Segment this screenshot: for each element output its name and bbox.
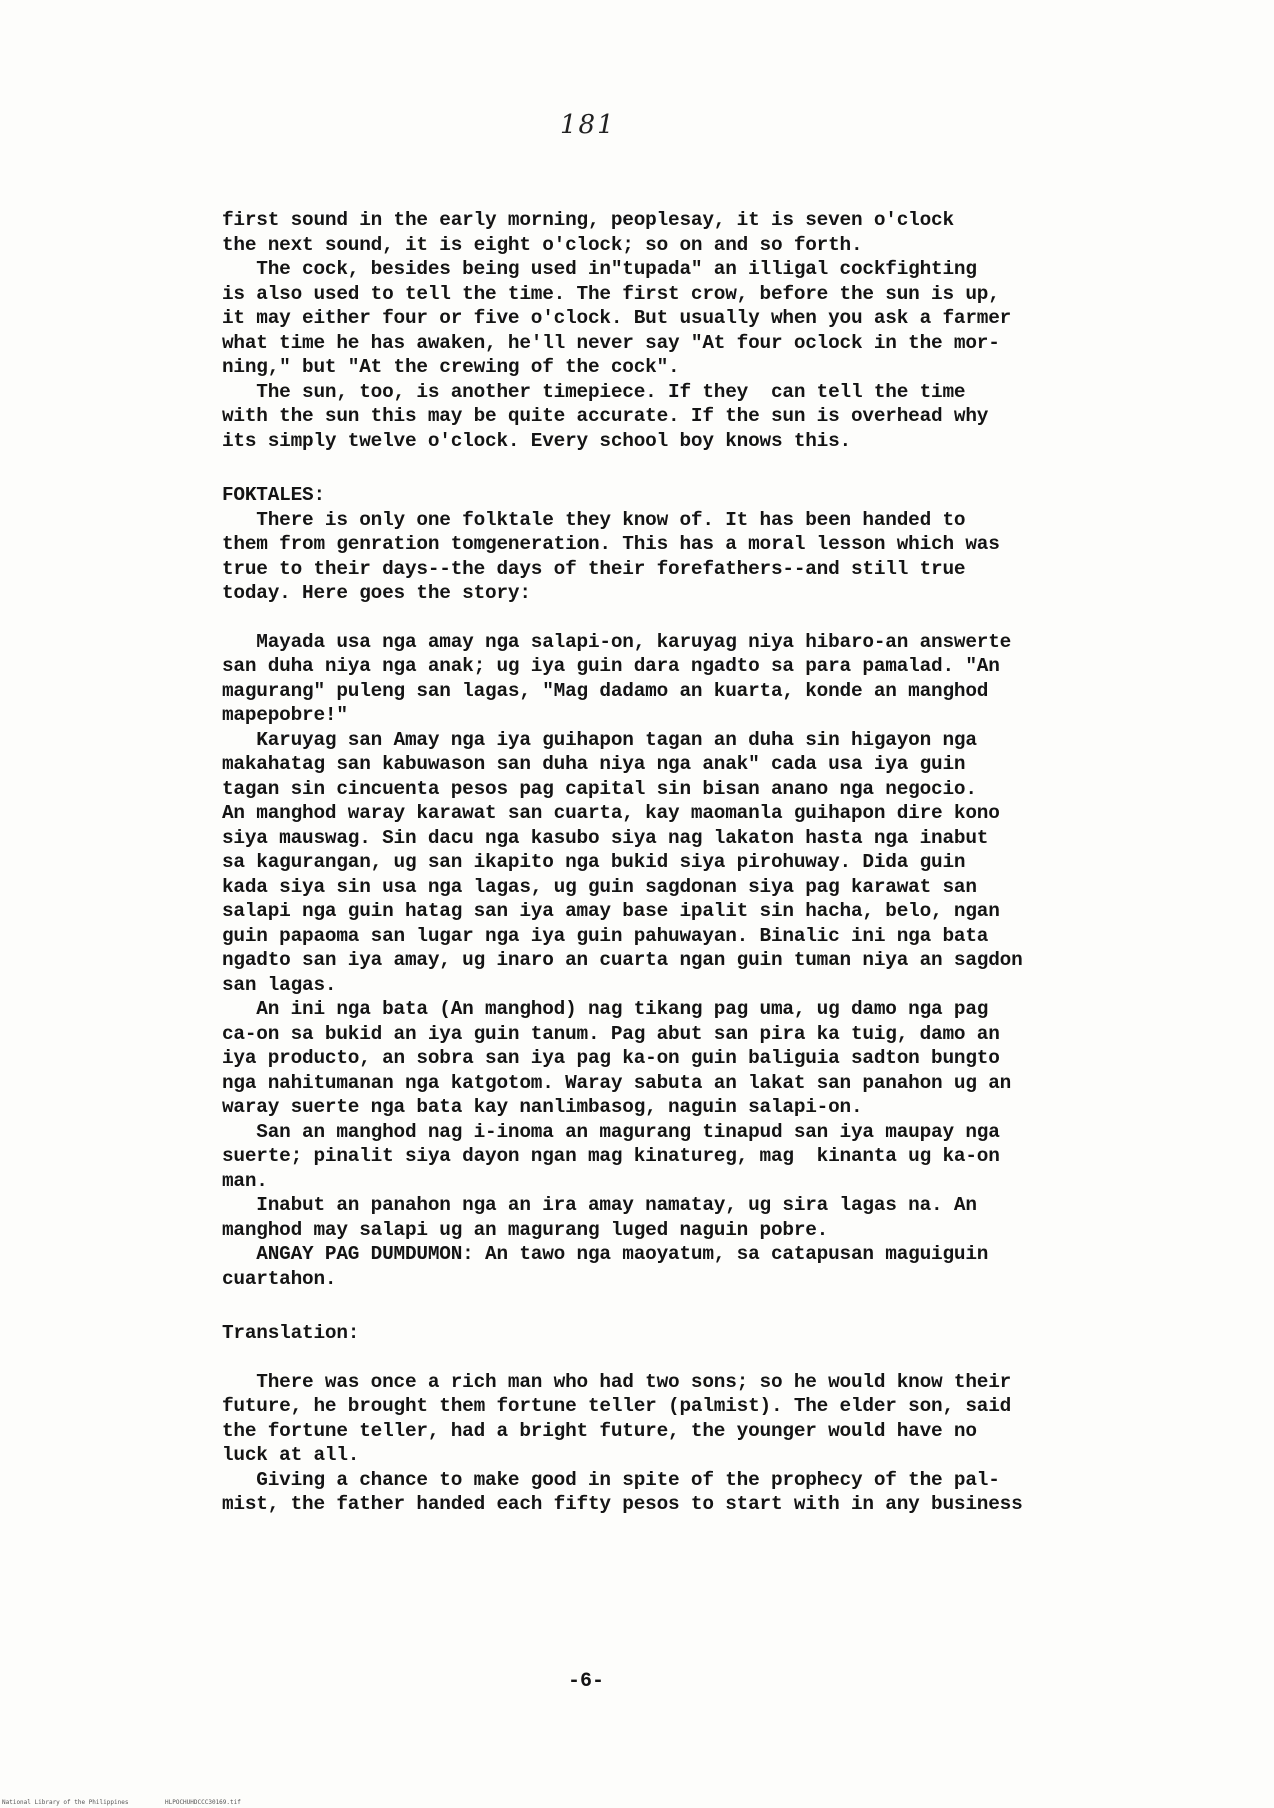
text-line: ngadto san iya amay, ug inaro an cuarta ngan guin tuman niya an sagdon bbox=[222, 949, 1023, 971]
text-line: The cock, besides being used in"tupada" an illigal cockfighting bbox=[222, 258, 977, 280]
text-line: them from genration tomgeneration. This has a moral lesson which was bbox=[222, 533, 1000, 555]
text-line: San an manghod nag i-inoma an magurang tinapud san iya maupay nga bbox=[222, 1120, 1000, 1143]
text-line: tagan sin cincuenta pesos pag capital sin bisan anano nga negocio. bbox=[222, 777, 977, 800]
paragraph-10 bbox=[222, 1242, 1122, 1291]
text-line: magurang" puleng san lagas, "Mag dadamo an kuarta, konde an manghod bbox=[222, 679, 989, 702]
paragraph-8 bbox=[222, 1120, 1122, 1194]
text-line: it may either four or five o'clock. But usually when you ask a farmer bbox=[222, 307, 1012, 329]
text-line: manghod may salapi ug an magurang luged naguin pobre. bbox=[222, 1218, 829, 1241]
text-line: today. Here goes the story: bbox=[222, 582, 531, 604]
text-line: is also used to tell the time. The first crow, before the sun is up, bbox=[222, 282, 1000, 305]
text-line: ning," but "At the crewing of the cock". bbox=[222, 356, 680, 378]
paragraph-3 bbox=[222, 380, 1122, 454]
paragraph-12 bbox=[222, 1468, 1122, 1517]
text-line: san duha niya nga anak; ug iya guin dara ngadto sa para pamalad. "An bbox=[222, 655, 1000, 677]
text-line: ANGAY PAG DUMDUMON: An tawo nga maoyatum, sa catapusan maguiguin bbox=[222, 1243, 989, 1265]
text-line: Karuyag san Amay nga iya guihapon tagan an duha sin higayon nga bbox=[222, 728, 977, 751]
text-line: its simply twelve o'clock. Every school boy knows this. bbox=[222, 429, 851, 452]
text-line: the fortune teller, had a bright future, the younger would have no bbox=[222, 1419, 977, 1442]
text-line: kada siya sin usa nga lagas, ug guin sagdonan siya pag karawat san bbox=[222, 875, 977, 898]
text-line: future, he brought them fortune teller (palmist). The elder son, said bbox=[222, 1395, 1012, 1417]
text-line: ca-on sa bukid an iya guin tanum. Pag abut san pira ka tuig, damo an bbox=[222, 1022, 1000, 1045]
text-line: Giving a chance to make good in spite of the prophecy of the pal- bbox=[222, 1468, 1000, 1491]
text-line: san lagas. bbox=[222, 973, 337, 996]
paragraph-9 bbox=[222, 1193, 1122, 1242]
paragraph-2 bbox=[222, 257, 1122, 380]
page-number: -6- bbox=[568, 1670, 605, 1693]
text-line: first sound in the early morning, peoplesay, it is seven o'clock bbox=[222, 209, 954, 231]
paragraph-5 bbox=[222, 630, 1122, 728]
paragraph-11 bbox=[222, 1370, 1122, 1468]
text-line: the next sound, it is eight o'clock; so on and so forth. bbox=[222, 233, 863, 256]
section-heading-translation: Translation: bbox=[222, 1322, 360, 1344]
spacer bbox=[222, 453, 1122, 483]
text-line: iya producto, an sobra san iya pag ka-on guin baliguia sadton bungto bbox=[222, 1047, 1000, 1069]
document-body bbox=[222, 208, 1122, 1517]
text-line: Mayada usa nga amay nga salapi-on, karuyag niya hibaro-an answerte bbox=[222, 630, 1012, 653]
text-line: true to their days--the days of their forefathers--and still true bbox=[222, 557, 966, 580]
text-line: An manghod waray karawat san cuarta, kay maomanla guihapon dire kono bbox=[222, 802, 1000, 824]
text-line: nga nahitumanan nga katgotom. Waray sabuta an lakat san panahon ug an bbox=[222, 1071, 1012, 1094]
library-credit: National Library of the Philippines bbox=[2, 1799, 129, 1806]
text-line: guin papaoma san lugar nga iya guin pahuwayan. Binalic ini nga bata bbox=[222, 924, 989, 947]
text-line: cuartahon. bbox=[222, 1267, 337, 1290]
text-line: An ini nga bata (An manghod) nag tikang pag uma, ug damo nga pag bbox=[222, 998, 989, 1020]
text-line: with the sun this may be quite accurate. If the sun is overhead why bbox=[222, 405, 989, 427]
text-line: There is only one folktale they know of. It has been handed to bbox=[222, 508, 966, 531]
paragraph-7 bbox=[222, 997, 1122, 1120]
text-line: luck at all. bbox=[222, 1444, 360, 1466]
text-line: The sun, too, is another timepiece. If they can tell the time bbox=[222, 380, 966, 403]
text-line: siya mauswag. Sin dacu nga kasubo siya nag lakaton hasta nga inabut bbox=[222, 826, 989, 849]
text-line: mist, the father handed each fifty pesos to start with in any business bbox=[222, 1493, 1023, 1515]
file-identifier: HLPOCHUHDCCC30169.tif bbox=[165, 1799, 241, 1806]
text-line: makahatag san kabuwason san duha niya nga anak" cada usa iya guin bbox=[222, 753, 966, 775]
text-line: mapepobre!" bbox=[222, 704, 348, 726]
text-line: what time he has awaken, he'll never say "At four oclock in the mor- bbox=[222, 331, 1000, 354]
spacer bbox=[222, 606, 1122, 630]
handwritten-page-number: 181 bbox=[560, 110, 616, 140]
spacer bbox=[222, 1291, 1122, 1321]
text-line: suerte; pinalit siya dayon ngan mag kinatureg, mag kinanta ug ka-on bbox=[222, 1145, 1000, 1167]
paragraph-1 bbox=[222, 208, 1122, 257]
paragraph-6 bbox=[222, 728, 1122, 998]
section-heading-folktales: FOKTALES: bbox=[222, 484, 325, 506]
spacer bbox=[222, 1346, 1122, 1370]
text-line: There was once a rich man who had two sons; so he would know their bbox=[222, 1370, 1012, 1393]
text-line: waray suerte nga bata kay nanlimbasog, naguin salapi-on. bbox=[222, 1096, 863, 1118]
text-line: Inabut an panahon nga an ira amay namatay, ug sira lagas na. An bbox=[222, 1194, 977, 1216]
paragraph-4 bbox=[222, 508, 1122, 606]
text-line: salapi nga guin hatag san iya amay base ipalit sin hacha, belo, ngan bbox=[222, 900, 1000, 922]
text-line: man. bbox=[222, 1169, 268, 1192]
text-line: sa kagurangan, ug san ikapito nga bukid siya pirohuway. Dida guin bbox=[222, 851, 966, 873]
